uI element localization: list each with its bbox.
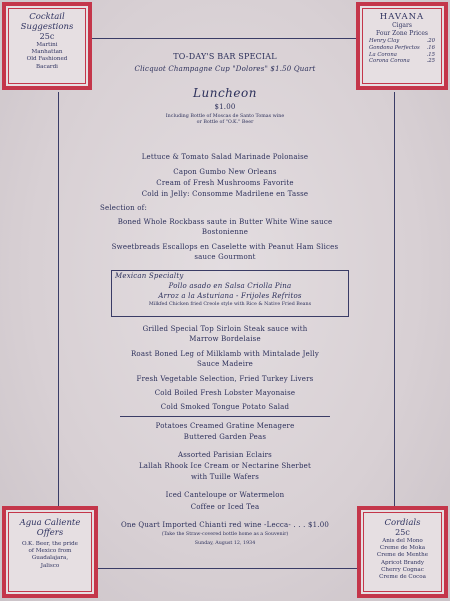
including-line-2: or Bottle of "O.K." Beer bbox=[196, 120, 254, 125]
agua-line: O.K. Beer, the pride bbox=[22, 541, 78, 547]
cocktail-price: 25c bbox=[39, 32, 55, 41]
selection-2a: Sweetbreads Escallops en Caselette with Peanut Ham Slices bbox=[111, 243, 339, 251]
agua-title-1: Agua Caliente bbox=[19, 518, 81, 528]
grilled-line-1: Grilled Special Top Sirloin Steak sauce with bbox=[142, 325, 308, 333]
cocktail-title-1: Cocktail bbox=[29, 12, 65, 22]
top-rule bbox=[92, 38, 358, 39]
cocktail-item: Manhattan bbox=[31, 49, 63, 56]
bottom-rule bbox=[92, 568, 358, 569]
cocktail-box bbox=[2, 2, 92, 90]
mexican-specialty-box bbox=[111, 270, 349, 317]
agua-caliente-box bbox=[2, 506, 98, 598]
cigar-row: Henry Clay .20 bbox=[369, 38, 435, 44]
cigars-subtitle: Cigars bbox=[392, 22, 412, 29]
vegetable-line: Fresh Vegetable Selection, Fried Turkey Livers bbox=[136, 375, 314, 383]
mexican-label: Mexican Specialty bbox=[115, 272, 184, 280]
luncheon-price: $1.00 bbox=[214, 103, 236, 111]
champagne-line: Clicquot Champagne Cup "Dolores" $1.50 Quart bbox=[134, 65, 316, 73]
mexican-dish: Arroz a la Asturiana - Frijoles Refritos bbox=[158, 292, 302, 300]
agua-line: Jalisco bbox=[40, 562, 60, 569]
section-divider bbox=[120, 416, 330, 417]
peas-line: Buttered Garden Peas bbox=[183, 433, 267, 441]
ice-cream-line-2: with Tuille Wafers bbox=[190, 473, 260, 481]
roast-line-1: Roast Boned Leg of Milklamb with Mintalade Jelly bbox=[130, 350, 320, 358]
selection-2b: sauce Gourmont bbox=[194, 253, 256, 261]
mexican-dish: Pollo asado en Salsa Criolla Pina bbox=[168, 282, 292, 290]
grilled-line-2: Marrow Bordelaise bbox=[189, 335, 261, 343]
roast-line-2: Sauce Madeire bbox=[196, 360, 254, 368]
selection-label: Selection of: bbox=[100, 204, 148, 212]
selection-1b: Bostonienne bbox=[201, 228, 249, 236]
chianti-note: (Take the Straw-covered bottle home as a Souvenir) bbox=[161, 532, 289, 537]
cocktail-item: Bacardi bbox=[36, 63, 58, 70]
cordial-item: Cherry Cognac bbox=[381, 566, 424, 573]
mexican-dish: Milkfed Chicken fried Creole style with Rice & Native Fried Beans bbox=[148, 302, 312, 307]
cigar-row: La Corona .15 bbox=[369, 51, 435, 58]
soup-line: Cold in Jelly: Consomme Madrilene en Tasse bbox=[141, 190, 309, 198]
menu-date: Sunday, August 12, 1934 bbox=[194, 541, 256, 546]
agua-line: of Mexico from bbox=[28, 548, 72, 555]
cigar-row: Corona Corona .25 bbox=[369, 58, 435, 65]
salad-line: Lettuce & Tomato Salad Marinade Polonaise bbox=[141, 153, 309, 161]
cocktail-item: Martini bbox=[36, 42, 58, 48]
cigars-box bbox=[356, 2, 448, 90]
lobster-line: Cold Boiled Fresh Lobster Mayonaise bbox=[154, 389, 296, 397]
melon-line: Iced Canteloupe or Watermelon bbox=[165, 491, 285, 499]
cigars-subtitle-2: Four Zone Prices bbox=[375, 30, 428, 37]
eclairs-line: Assorted Parisian Eclairs bbox=[178, 451, 272, 459]
cordial-item: Apricot Brandy bbox=[380, 559, 425, 566]
cordial-item: Creme de Menthe bbox=[376, 552, 429, 559]
chianti-line: One Quart Imported Chianti red wine -Lecca- . . . $1.00 bbox=[120, 521, 330, 529]
coffee-line: Coffee or Iced Tea bbox=[190, 503, 260, 511]
cordials-title: Cordials bbox=[384, 518, 421, 528]
including-line-1: Including Bottle of Moscas de Santo Tomas wine bbox=[165, 114, 285, 119]
right-rule bbox=[394, 92, 395, 510]
agua-line: Guadalajara, bbox=[31, 555, 69, 562]
selection-1a: Boned Whole Rockbass saute in Butter White Wine sauce bbox=[117, 218, 333, 226]
cordials-price: 25c bbox=[395, 528, 410, 537]
left-rule bbox=[58, 92, 59, 510]
cocktail-title-2: Suggestions bbox=[20, 22, 74, 32]
cordial-item: Anis del Mono bbox=[382, 538, 423, 544]
potatoes-line: Potatoes Creamed Gratine Menagere bbox=[155, 422, 295, 430]
cordials-box bbox=[357, 506, 448, 598]
cocktail-item: Old Fashioned bbox=[26, 56, 68, 63]
bar-special-heading: TO-DAY'S BAR SPECIAL bbox=[173, 52, 277, 61]
agua-title-2: Offers bbox=[36, 528, 64, 538]
cigar-row: Gondona Perfectos .16 bbox=[369, 44, 435, 51]
soup-line: Cream of Fresh Mushrooms Favorite bbox=[156, 179, 294, 187]
tongue-line: Cold Smoked Tongue Potato Salad bbox=[160, 403, 290, 411]
cordial-item: Creme de Cocoa bbox=[379, 574, 426, 581]
luncheon-heading: Luncheon bbox=[193, 86, 257, 100]
ice-cream-line: Lallah Rhook Ice Cream or Nectarine Sherbet bbox=[138, 462, 312, 470]
cigars-title: HAVANA bbox=[379, 12, 425, 22]
cordial-item: Creme de Moka bbox=[379, 545, 426, 552]
soup-line: Capon Gumbo New Orleans bbox=[173, 168, 277, 176]
